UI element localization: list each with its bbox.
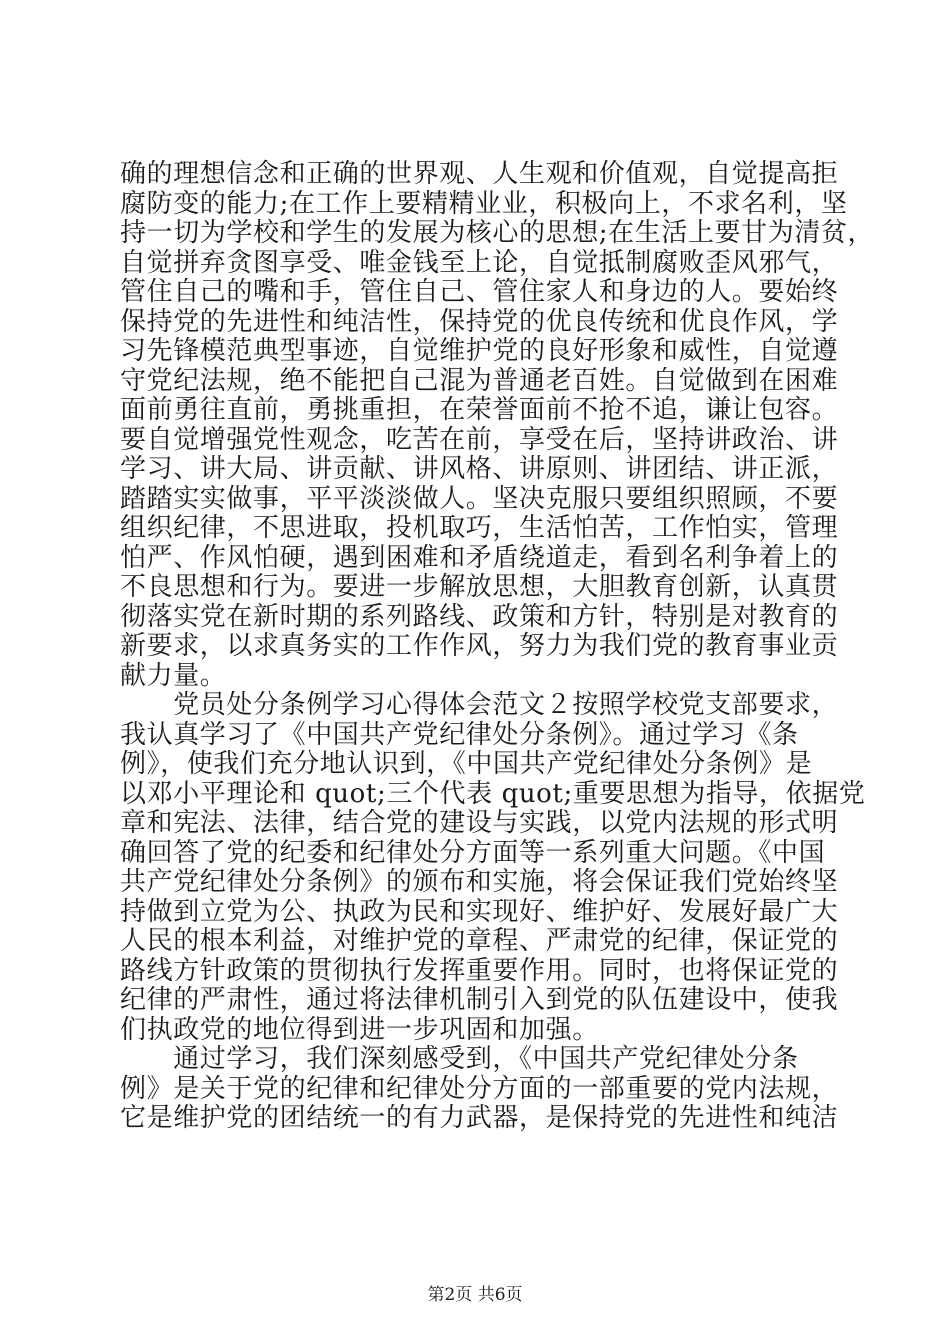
text-line: 腐防变的能力;在工作上要精精业业，积极向上，不求名利，坚 [120, 188, 848, 219]
body-text [120, 159, 875, 1134]
text-line: 组织纪律，不思进取，投机取巧，生活怕苦，工作怕实，管理 [120, 513, 839, 543]
text-line: 学习、讲大局、讲贡献、讲风格、讲原则、讲团结、讲正派， [120, 454, 839, 484]
text-line: 不良思想和行为。要进一步解放思想，大胆教育创新，认真贯 [120, 572, 839, 602]
text-line: 确回答了党的纪委和纪律处分方面等一系列重大问题。《中国 [120, 837, 826, 868]
text-line: 习先锋模范典型事迹，自觉维护党的良好形象和威性，自觉遵 [120, 336, 839, 366]
text-line: 章和宪法、法律，结合党的建设与实践，以党内法规的形式明 [120, 808, 839, 838]
text-line: 持一切为学校和学生的发展为核心的思想;在生活上要甘为清贫， [120, 218, 875, 248]
text-line: 踏踏实实做事，平平淡淡做人。坚决克服只要组织照顾，不要 [120, 483, 839, 514]
text-line: 以邓小平理论和 quot;三个代表 quot;重要思想为指导，依据党 [120, 778, 866, 809]
text-line: 确的理想信念和正确的世界观、人生观和价值观，自觉提高拒 [120, 159, 839, 189]
text-line: 面前勇往直前，勇挑重担，在荣誉面前不抢不追，谦让包容。 [120, 395, 839, 425]
text-line: 管住自己的嘴和手，管住自己、管住家人和身边的人。要始终 [120, 277, 839, 307]
text-line: 要自觉增强党性观念，吃苦在前，享受在后，坚持讲政治、讲 [120, 424, 839, 455]
text-line: 例》，使我们充分地认识到，《中国共产党纪律处分条例》是 [120, 749, 813, 779]
text-line: 们执政党的地位得到进一步巩固和加强。 [120, 1014, 599, 1045]
text-line: 纪律的严肃性，通过将法律机制引入到党的队伍建设中，使我 [120, 985, 839, 1015]
text-line: 守党纪法规，绝不能把自己混为普通老百姓。自觉做到在困难 [120, 365, 839, 396]
text-line: 路线方针政策的贯彻执行发挥重要作用。同时，也将保证党的 [120, 955, 839, 986]
text-line: 人民的根本利益，对维护党的章程、严肃党的纪律，保证党的 [120, 926, 839, 956]
text-line: 党员处分条例学习心得体会范文２按照学校党支部要求， [120, 690, 839, 720]
text-line: 保持党的先进性和纯洁性，保持党的优良传统和优良作风，学 [120, 306, 839, 337]
text-line: 通过学习，我们深刻感受到，《中国共产党纪律处分条 [120, 1044, 799, 1074]
text-line: 献力量。 [120, 660, 227, 691]
text-line: 我认真学习了《中国共产党纪律处分条例》。通过学习《条 [120, 719, 799, 750]
text-line: 共产党纪律处分条例》的颁布和实施，将会保证我们党始终坚 [120, 867, 839, 897]
text-line: 自觉拼弃贪图享受、唯金钱至上论，自觉抵制腐败歪风邪气， [120, 247, 839, 278]
text-line: 怕严、作风怕硬，遇到困难和矛盾绕道走，看到名利争着上的 [120, 542, 839, 573]
text-line: 它是维护党的团结统一的有力武器，是保持党的先进性和纯洁 [120, 1103, 839, 1133]
text-line: 例》是关于党的纪律和纪律处分方面的一部重要的党内法规， [120, 1073, 839, 1104]
text-line: 新要求，以求真务实的工作作风，努力为我们党的教育事业贡 [120, 631, 839, 661]
text-line: 彻落实党在新时期的系列路线、政策和方针，特别是对教育的 [120, 601, 839, 632]
page-footer: 第2页 共6页 [427, 1285, 523, 1305]
text-line: 持做到立党为公、执政为民和实现好、维护好、发展好最广大 [120, 896, 839, 927]
